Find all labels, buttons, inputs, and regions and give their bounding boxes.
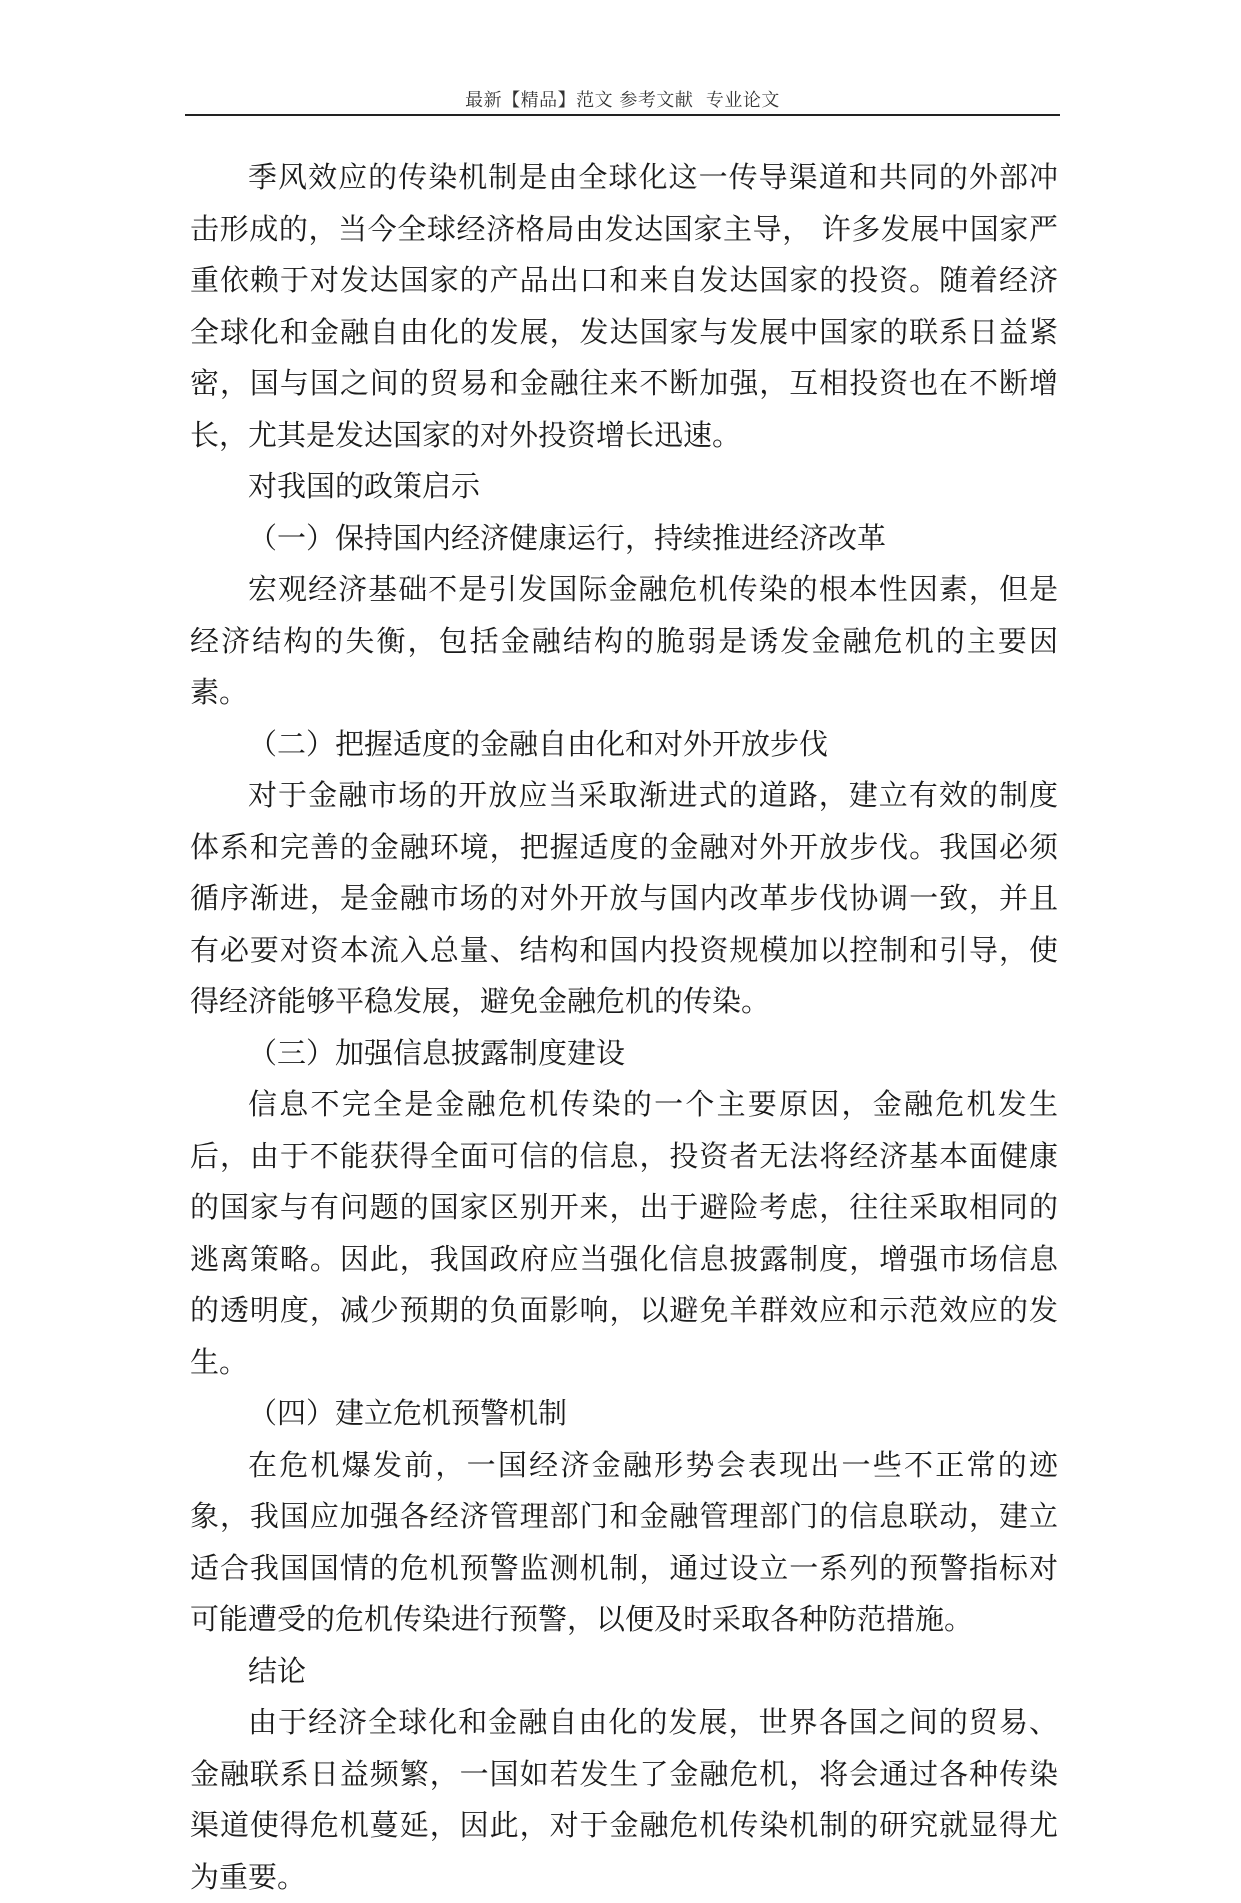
subheading-1: （一）保持国内经济健康运行，持续推进经济改革 — [248, 520, 887, 555]
paragraph-information-disclosure: 信息不完全是金融危机传染的一个主要原因，金融危机发生后，由于不能获得全面可信的信息，投资者无法将经济基本面健康的国家与有问题的国家区别开来，出于避险考虑，往往采取相同的逃离策略。因此，我国政府应当强化信息披露制度，增强市场信息的透明度，减少预期的负面影响，以避免羊群效应和示范效应的发生。 — [190, 1087, 1058, 1379]
subheading-2: （二）把握适度的金融自由化和对外开放步伐 — [248, 726, 829, 761]
section-heading-policy-implications: 对我国的政策启示 — [248, 469, 481, 503]
paragraph-early-warning: 在危机爆发前，一国经济金融形势会表现出一些不正常的迹象，我国应加强各经济管理部门和金融管理部门的信息联动，建立适合我国国情的危机预警监测机制，通过设立一系列的预警指标对可能遭受的危机传染进行预警，以便及时采取各种防范措施。 — [190, 1447, 1058, 1636]
header-rule — [185, 114, 1060, 116]
paragraph-market-opening: 对于金融市场的开放应当采取渐进式的道路，建立有效的制度体系和完善的金融环境，把握适度的金融对外开放步伐。我国必须循序渐进，是金融市场的对外开放与国内改革步伐协调一致，并且有必要对资本流入总量、结构和国内投资规模加以控制和引导，使得经济能够平稳发展，避免金融危机的传染。 — [190, 778, 1058, 1018]
page-header: 最新【精品】范文 参考文献 专业论文 — [465, 90, 780, 111]
paragraph-conclusion: 由于经济全球化和金融自由化的发展，世界各国之间的贸易、金融联系日益频繁，一国如若发生了金融危机，将会通过各种传染渠道使得危机蔓延，因此，对于金融危机传染机制的研究就显得尤为重要。 — [190, 1705, 1058, 1894]
paragraph-monsoon-effect: 季风效应的传染机制是由全球化这一传导渠道和共同的外部冲击形成的，当今全球经济格局由发达国家主导， 许多发展中国家严重依赖于对发达国家的产品出口和来自发达国家的投资。随着经济全球化和金融自由化的发展，发达国家与发展中国家的联系日益紧密，国与国之间的贸易和金融往来不断加强，互相投资也在不断增长，尤其是发达国家的对外投资增长迅速。 — [190, 160, 1058, 452]
paragraph-economic-structure: 宏观经济基础不是引发国际金融危机传染的根本性因素，但是经济结构的失衡，包括金融结构的脆弱是诱发金融危机的主要因素。 — [190, 572, 1058, 709]
subheading-4: （四）建立危机预警机制 — [248, 1396, 568, 1430]
document-body — [190, 152, 1058, 1903]
section-heading-conclusion: 结论 — [248, 1653, 307, 1688]
subheading-3: （三）加强信息披露制度建设 — [248, 1035, 626, 1070]
